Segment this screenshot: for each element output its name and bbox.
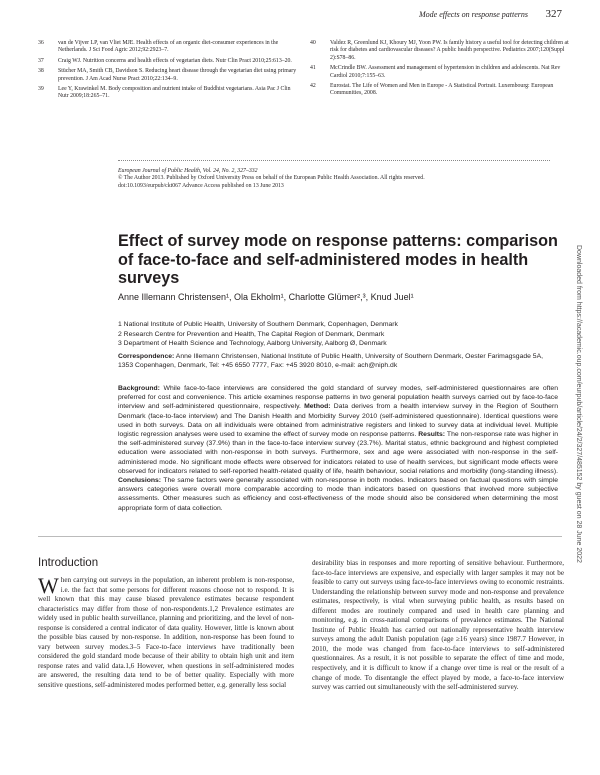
abstract-method-label: Method: [304,403,331,411]
abstract-method: Data derives from a health interview survey in the Region of Southern Denmark (face-to-face interview) and The Danish Health and Morbidity Survey 2010 (self-administered questionnaire). Identical questions were used in both surveys. Data on all individuals were obtained from administrative registers and linked to survey data at individual level. Multiple logistic regression analyses were used to examine the effect of survey mode on response patterns. [118,403,558,439]
author-list: Anne Illemann Christensen¹, Ola Ekholm¹, Charlotte Glümer²,³, Knud Juel¹ [118,292,414,302]
correspondence-text: Anne Illemann Christensen, National Institute of Public Health, University of Southern Denmark, Oester Farimagsgade 5A, 1353 Copenhagen, Denmark, Tel: +45 6550 7777, Fax: +45 3920 8010, e-mail: ach@niph.dk [118,353,544,370]
reference-item [38,68,298,83]
reference-item [38,86,298,101]
abstract-conclusions: The same factors were generally associated with non-response in both modes. Indicators based on factual questions with simple answers categories were overall more comparable according to mode than indicators based on questions that involved more subjective assessments. Other measures such as efficiency and cost-effectiveness of the mode should also be considered when determining the most appropriate form of data collection. [118,477,558,512]
reference-text: Stücher MA, Smith CB, Davidson S. Reducing heart disease through the vegetarian diet using primary prevention. J Am Acad Nurse Pract 2010;22:134–9. [58,68,297,82]
running-head: Mode effects on response patterns [418,10,528,19]
reference-number: 42 [310,83,316,90]
reference-text: McCrindle BW. Assessment and management of hypertension in children and adolescents. Nat Rev Cardiol 2010;7:155–63. [330,65,561,79]
abstract [118,384,558,513]
affiliation-item: 1 National Institute of Public Health, University of Southern Denmark, Copenhagen, Denmark [118,321,398,328]
drop-cap: W [38,573,59,598]
affiliation-item: 2 Research Centre for Prevention and Health, The Capital Region of Denmark, Denmark [118,330,385,338]
reference-number: 38 [38,68,44,75]
reference-number: 41 [310,65,316,72]
reference-number: 37 [38,57,44,64]
body-column-left [38,573,294,691]
correspondence-label: Correspondence: [118,353,175,360]
abstract-background: While face-to-face interviews are considered the gold standard of survey modes, self-administered questionnaires are often preferred for cost and convenience. This article examines response patterns in two general population health surveys carried out by face-to-face interview and self-administered questionnaire, respectively. [118,385,558,411]
reference-item [310,65,570,80]
abstract-results-label: Results: [418,431,446,439]
copyright-line: © The Author 2013. Published by Oxford University Press on behalf of the European Public Health Association. All rights reserved. [118,175,425,182]
section-divider [38,536,562,537]
abstract-conclusions-label: Conclusions: [118,477,162,485]
reference-item [310,40,570,62]
abstract-results: The non-response rate was higher in the self-administered survey (37.9%) than in the face-to-face interview survey (23.7%). Marital status, ethnic background and highest completed education were associated with non-response in both surveys. Furthermore, sex and age were associated with non-response in the self-administered mode. No significant mode effects were observed for indicators related to use of health services, but significant mode effects were observed for indicators related to self-reported health-related quality of life, health behaviour, social relations and morbidity (long-standing illness). [118,431,559,475]
page-number: 327 [545,8,562,20]
affiliation-list [118,320,558,349]
reference-column-right [310,40,570,101]
affiliation-item: 3 Department of Health Science and Technology, Aalborg University, Aalborg Ø, Denmark [118,340,387,348]
introduction-text-left: hen carrying out surveys in the population, an inherent problem is non-response, i.e. the fact that some persons for different reasons choose not to respond. It is well known that this may cause biased prevalence estimates because respondent characteristics may differ from those of non-respondents.1,2 Prevalence estimates are widely used in public health surveillance, planning and prioritizing, and the level of non-response is considered a central indicator of data quality. However, little is known about the possible bias caused by non-response. In addition, non-response has been found to vary between survey modes.3–5 Face-to-face interviews have traditionally been considered the gold standard mode because of their ability to obtain high unit and item response rates and valid data.1,6 However, when questions in self-administered modes are answered, the resulting data tend to be of better quality. Especially with more sensitive questions, self-administered modes performed better, e.g. generally less social [38,576,294,690]
reference-text: Craig WJ. Nutrition concerns and health effects of vegetarian diets. Nutr Clin Pract 2010;25:613–20. [58,57,292,64]
reference-number: 39 [38,86,44,93]
correspondence-block [118,352,558,371]
reference-text: van de Vijver LP, van Vliet MJE. Health effects of an organic diet-consumer experiences in the Netherlands. J Sci Food Agric 2012;92:2923–7. [58,40,279,54]
introduction-heading: Introduction [38,557,99,569]
reference-text: Lee Y, Krawinkel M. Body composition and nutrient intake of Buddhist vegetarians. Asia Pac J Clin Nutr 2009;18:265–71. [58,86,291,100]
reference-number: 40 [310,40,316,46]
article-title: Effect of survey mode on response patterns: comparison of face-to-face and self-administered modes in health surveys [118,232,558,287]
download-notice-text: Downloaded from https://academic.oup.com/eurpub/article/24/2/327/485152 by guest on 28 June 2022 [575,245,582,563]
reference-item [38,58,298,65]
abstract-background-label: Background: [118,385,160,392]
reference-item [38,40,298,55]
doi-line: doi:10.1093/eurpub/ckt067 Advance Access published on 13 June 2013 [118,182,284,189]
reference-number: 36 [38,40,44,46]
body-column-right: desirability bias in responses and more reporting of sensitive behaviour. Furthermore, face-to-face interviews are expensive, and especially with larger samples it may not be feasible to carry out surveys using face-to-face interviews owing to economic restraints. Understanding the relationship between survey mode and non-response and prevalence estimates, respectively, is vital when surveying public health, as results based on different modes are routinely compared and used in health care planning and monitoring, e.g. in cross-national comparisons of prevalence estimates. The National Institute of Public Health has carried out nationally representative health interview surveys among the adult Danish population (age ≥16 years) since 1987.7 However, in 2010, the mode was changed from face-to-face interviews to self-administered questionnaires. As a result, it is not possible to separate the effect of time and mode, respectively, and it is difficult to know if a change over time is real or the result of a change of mode. To disentangle the effect played by mode, a face-to-face interview survey was carried out simultaneously with the self-administered survey. [312,559,564,692]
reference-text: Eurostat. The Life of Women and Men in Europe - A Statistical Portrait. Luxembourg: European Communities, 2008. [330,83,554,97]
dotted-divider [118,160,550,161]
reference-text: Valdez R, Greenlund KJ, Khoury MJ, Yoon PW. Is family history a useful tool for detecting children at risk for diabetes and cardiovascular diseases? A public health perspective. Pediatrics 2007;120(Suppl 2):S78–86. [330,40,569,61]
download-notice [568,245,586,615]
reference-item [310,83,570,98]
reference-column-left [38,40,298,104]
journal-citation: European Journal of Public Health, Vol. 24, No. 2, 327–332 [118,168,258,174]
journal-info [118,168,550,190]
